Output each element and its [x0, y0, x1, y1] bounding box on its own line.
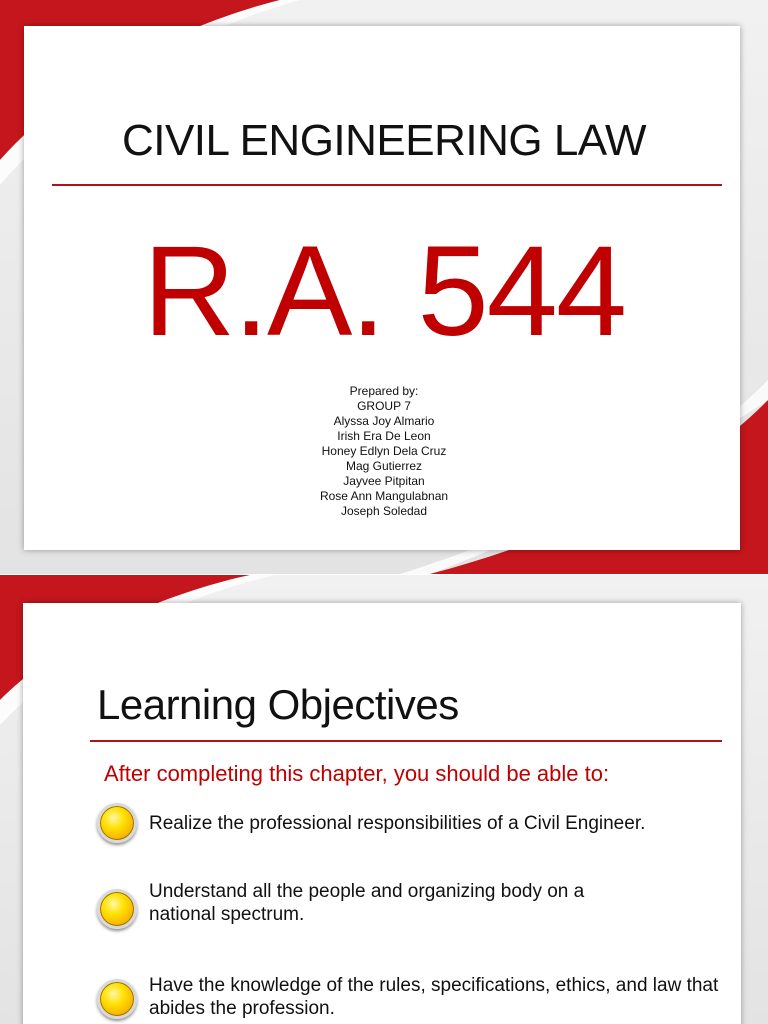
objective-text: Understand all the people and organizing body on a national spectrum.: [149, 881, 585, 925]
credit-line: Jayvee Pitpitan: [343, 474, 425, 488]
credit-line: Prepared by:: [349, 384, 419, 398]
credit-line: Alyssa Joy Almario: [333, 414, 435, 428]
slide-title: Learning Objectives: [97, 681, 459, 728]
objectives-slide: [0, 575, 768, 1024]
credit-line: Mag Gutierrez: [345, 459, 423, 473]
objectives-intro: After completing this chapter, you should be able to:: [104, 761, 610, 786]
objective-text: Have the knowledge of the rules, specifications, ethics, and law that abides the profession.: [149, 975, 719, 1019]
slide-title: CIVIL ENGINEERING LAW: [121, 116, 647, 165]
title-divider: [52, 184, 722, 186]
credit-line: Rose Ann Mangulabnan: [319, 489, 449, 503]
objective-text: Realize the professional responsibilities of a Civil Engineer.: [149, 813, 646, 834]
yellow-bullet-icon: [97, 979, 137, 1019]
credit-line: GROUP 7: [357, 399, 411, 413]
credit-line: Joseph Soledad: [340, 504, 428, 518]
credit-line: Honey Edlyn Dela Cruz: [321, 444, 447, 458]
objective-item: [97, 803, 737, 843]
credit-line: Irish Era De Leon: [337, 429, 431, 443]
objective-item: [97, 974, 737, 1020]
credits-block: [0, 384, 768, 519]
title-divider: [90, 740, 722, 742]
law-code-heading: R.A. 544: [142, 220, 626, 363]
objective-item: [97, 880, 737, 929]
yellow-bullet-icon: [97, 803, 137, 843]
yellow-bullet-icon: [97, 889, 137, 929]
